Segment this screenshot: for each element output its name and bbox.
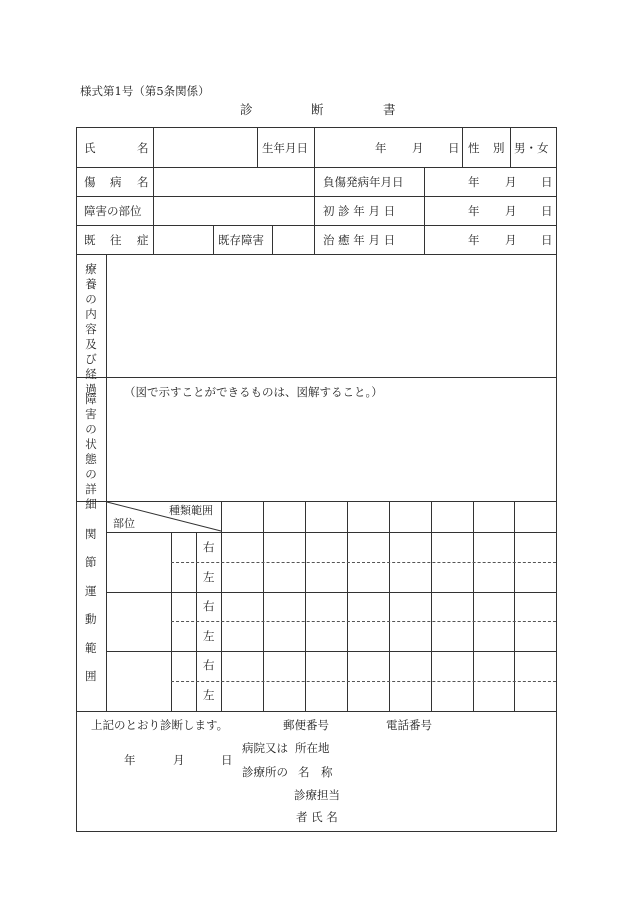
side-left-3: 左 xyxy=(203,688,215,702)
injury-month: 月 xyxy=(505,175,517,189)
phone-number-label: 電話番号 xyxy=(386,718,432,732)
form-number: 様式第1号（第5条関係） xyxy=(80,84,210,98)
cure-month: 月 xyxy=(505,233,517,247)
title-char-2: 断 xyxy=(311,102,324,117)
footer-day: 日 xyxy=(221,753,233,767)
disability-detail-label: 障害の状態の詳細 xyxy=(85,392,97,511)
name-label-2: 名 xyxy=(137,141,149,155)
side-left-1: 左 xyxy=(203,570,215,584)
injury-day: 日 xyxy=(541,175,553,189)
first-visit-label: 初 診 年 月 日 xyxy=(323,204,396,218)
birth-date-label: 生年月日 xyxy=(262,141,308,155)
name-label-1: 氏 xyxy=(84,141,96,155)
hospital-line-2: 診療所の xyxy=(242,765,288,779)
diagnosis-statement: 上記のとおり診断します。 xyxy=(91,718,229,732)
birth-year: 年 xyxy=(375,141,387,155)
joint-label-6: 囲 xyxy=(85,669,97,683)
injury-year: 年 xyxy=(468,175,480,189)
cure-date-label: 治 癒 年 月 日 xyxy=(323,233,396,247)
header-type-range: 種類範囲 xyxy=(169,504,213,517)
address-label: 所在地 xyxy=(295,741,330,755)
cure-day: 日 xyxy=(541,233,553,247)
birth-month: 月 xyxy=(412,141,424,155)
postal-code-label: 郵便番号 xyxy=(283,718,329,732)
facility-name-label: 名 称 xyxy=(298,765,333,779)
footer-year: 年 xyxy=(124,753,136,767)
header-part: 部位 xyxy=(113,517,135,530)
history-label-2: 往 xyxy=(110,233,122,247)
joint-label-4: 動 xyxy=(85,612,97,626)
side-right-3: 右 xyxy=(203,658,215,672)
disability-part-label: 障害の部位 xyxy=(84,204,142,218)
side-right-2: 右 xyxy=(203,599,215,613)
sex-options: 男・女 xyxy=(514,141,549,155)
joint-label-5: 範 xyxy=(85,641,97,655)
disability-detail-note: （図で示すことができるものは、図解すること。） xyxy=(124,385,383,399)
joint-label-1: 関 xyxy=(85,527,97,541)
cure-year: 年 xyxy=(468,233,480,247)
treatment-label: 療養の内容及び経過 xyxy=(85,262,97,396)
disease-label-3: 名 xyxy=(137,175,149,189)
footer-month: 月 xyxy=(173,753,185,767)
first-visit-day: 日 xyxy=(541,204,553,218)
injury-date-label: 負傷発病年月日 xyxy=(323,175,404,189)
history-label-3: 症 xyxy=(137,233,149,247)
existing-disability-label: 既存障害 xyxy=(218,233,264,247)
disease-label-2: 病 xyxy=(110,175,122,189)
treatment-content-area[interactable] xyxy=(107,255,556,377)
disease-label-1: 傷 xyxy=(84,175,96,189)
first-visit-month: 月 xyxy=(505,204,517,218)
sex-label-1: 性 xyxy=(468,141,480,155)
title-char-1: 診 xyxy=(240,102,253,117)
joint-label-3: 運 xyxy=(85,584,97,598)
birth-day: 日 xyxy=(448,141,460,155)
hospital-line-1: 病院又は xyxy=(242,741,288,755)
doctor-line-1: 診療担当 xyxy=(294,788,340,802)
joint-label-2: 節 xyxy=(85,555,97,569)
disability-detail-area[interactable] xyxy=(107,400,556,500)
side-left-2: 左 xyxy=(203,629,215,643)
doctor-line-2: 者 氏 名 xyxy=(296,810,338,824)
sex-label-2: 別 xyxy=(493,141,505,155)
side-right-1: 右 xyxy=(203,540,215,554)
title-char-3: 書 xyxy=(383,102,396,117)
first-visit-year: 年 xyxy=(468,204,480,218)
history-label-1: 既 xyxy=(84,233,96,247)
